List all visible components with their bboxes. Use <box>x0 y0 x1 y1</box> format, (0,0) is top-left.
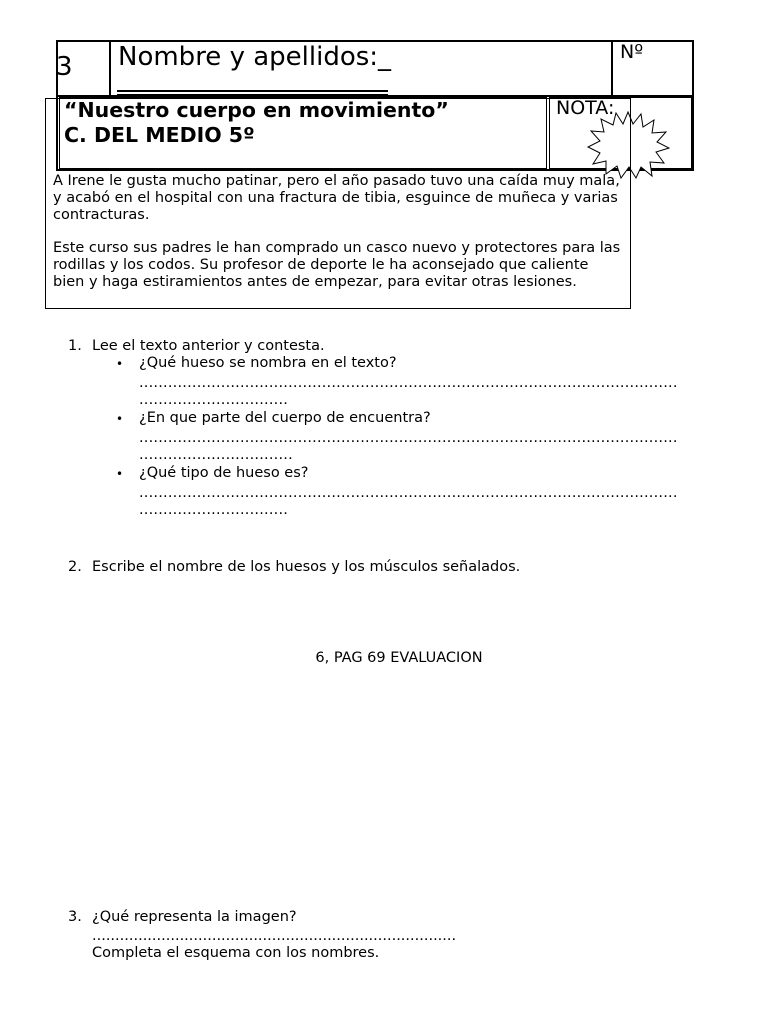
question-text: Escribe el nombre de los huesos y los músculos señalados. <box>92 559 521 575</box>
instruction-text: Completa el esquema con los nombres. <box>92 945 380 961</box>
bullet: • <box>116 467 124 481</box>
question-text: ¿Qué representa la imagen? <box>92 909 297 925</box>
sub-question: ¿Qué hueso se nombra en el texto? <box>139 355 397 371</box>
worksheet-title: “Nuestro cuerpo en movimiento” <box>64 98 449 122</box>
answer-line[interactable]: ................................................................................................................ <box>139 430 678 446</box>
sheet-number: 3 <box>56 52 73 82</box>
question-number: 1. <box>68 338 82 354</box>
reading-paragraph: A Irene le gusta mucho patinar, pero el año pasado tuvo una caída muy mala, y acabó en el hospital con una fractura de tibia, esguince de muñeca y varias contracturas. <box>53 173 620 223</box>
reading-paragraph: Este curso sus padres le han comprado un casco nuevo y protectores para las rodillas y los codos. Su profesor de deporte le ha aconsejado que caliente bien y haga estiramientos antes de empezar, para evitar otras lesiones. <box>53 240 621 290</box>
answer-line[interactable]: ................................................................................................................ <box>139 375 678 391</box>
answer-line[interactable]: ............................................................................... <box>92 928 457 944</box>
answer-line[interactable]: ............................... <box>139 502 289 518</box>
sub-question: ¿En que parte del cuerpo de encuentra? <box>139 410 431 426</box>
question-number: 3. <box>68 909 82 925</box>
sub-question: ¿Qué tipo de hueso es? <box>139 465 309 481</box>
question-number: 2. <box>68 559 82 575</box>
grade-label: NOTA: <box>556 97 615 119</box>
answer-line[interactable]: ................................ <box>139 447 293 463</box>
answer-line[interactable]: ............................... <box>139 392 289 408</box>
header-divider <box>611 40 613 98</box>
list-number-label: Nº <box>620 41 644 63</box>
textbook-reference: 6, PAG 69 EVALUACION <box>315 650 483 666</box>
question-text: Lee el texto anterior y contesta. <box>92 338 325 354</box>
header-divider <box>109 40 111 98</box>
name-field-label: Nombre y apellidos:_ <box>118 42 392 72</box>
bullet: • <box>116 357 124 371</box>
answer-line[interactable]: ................................................................................................................ <box>139 485 678 501</box>
name-field-line-underline <box>117 94 388 95</box>
name-field-line[interactable] <box>117 90 388 92</box>
subject-title: C. DEL MEDIO 5º <box>64 123 255 147</box>
bullet: • <box>116 412 124 426</box>
